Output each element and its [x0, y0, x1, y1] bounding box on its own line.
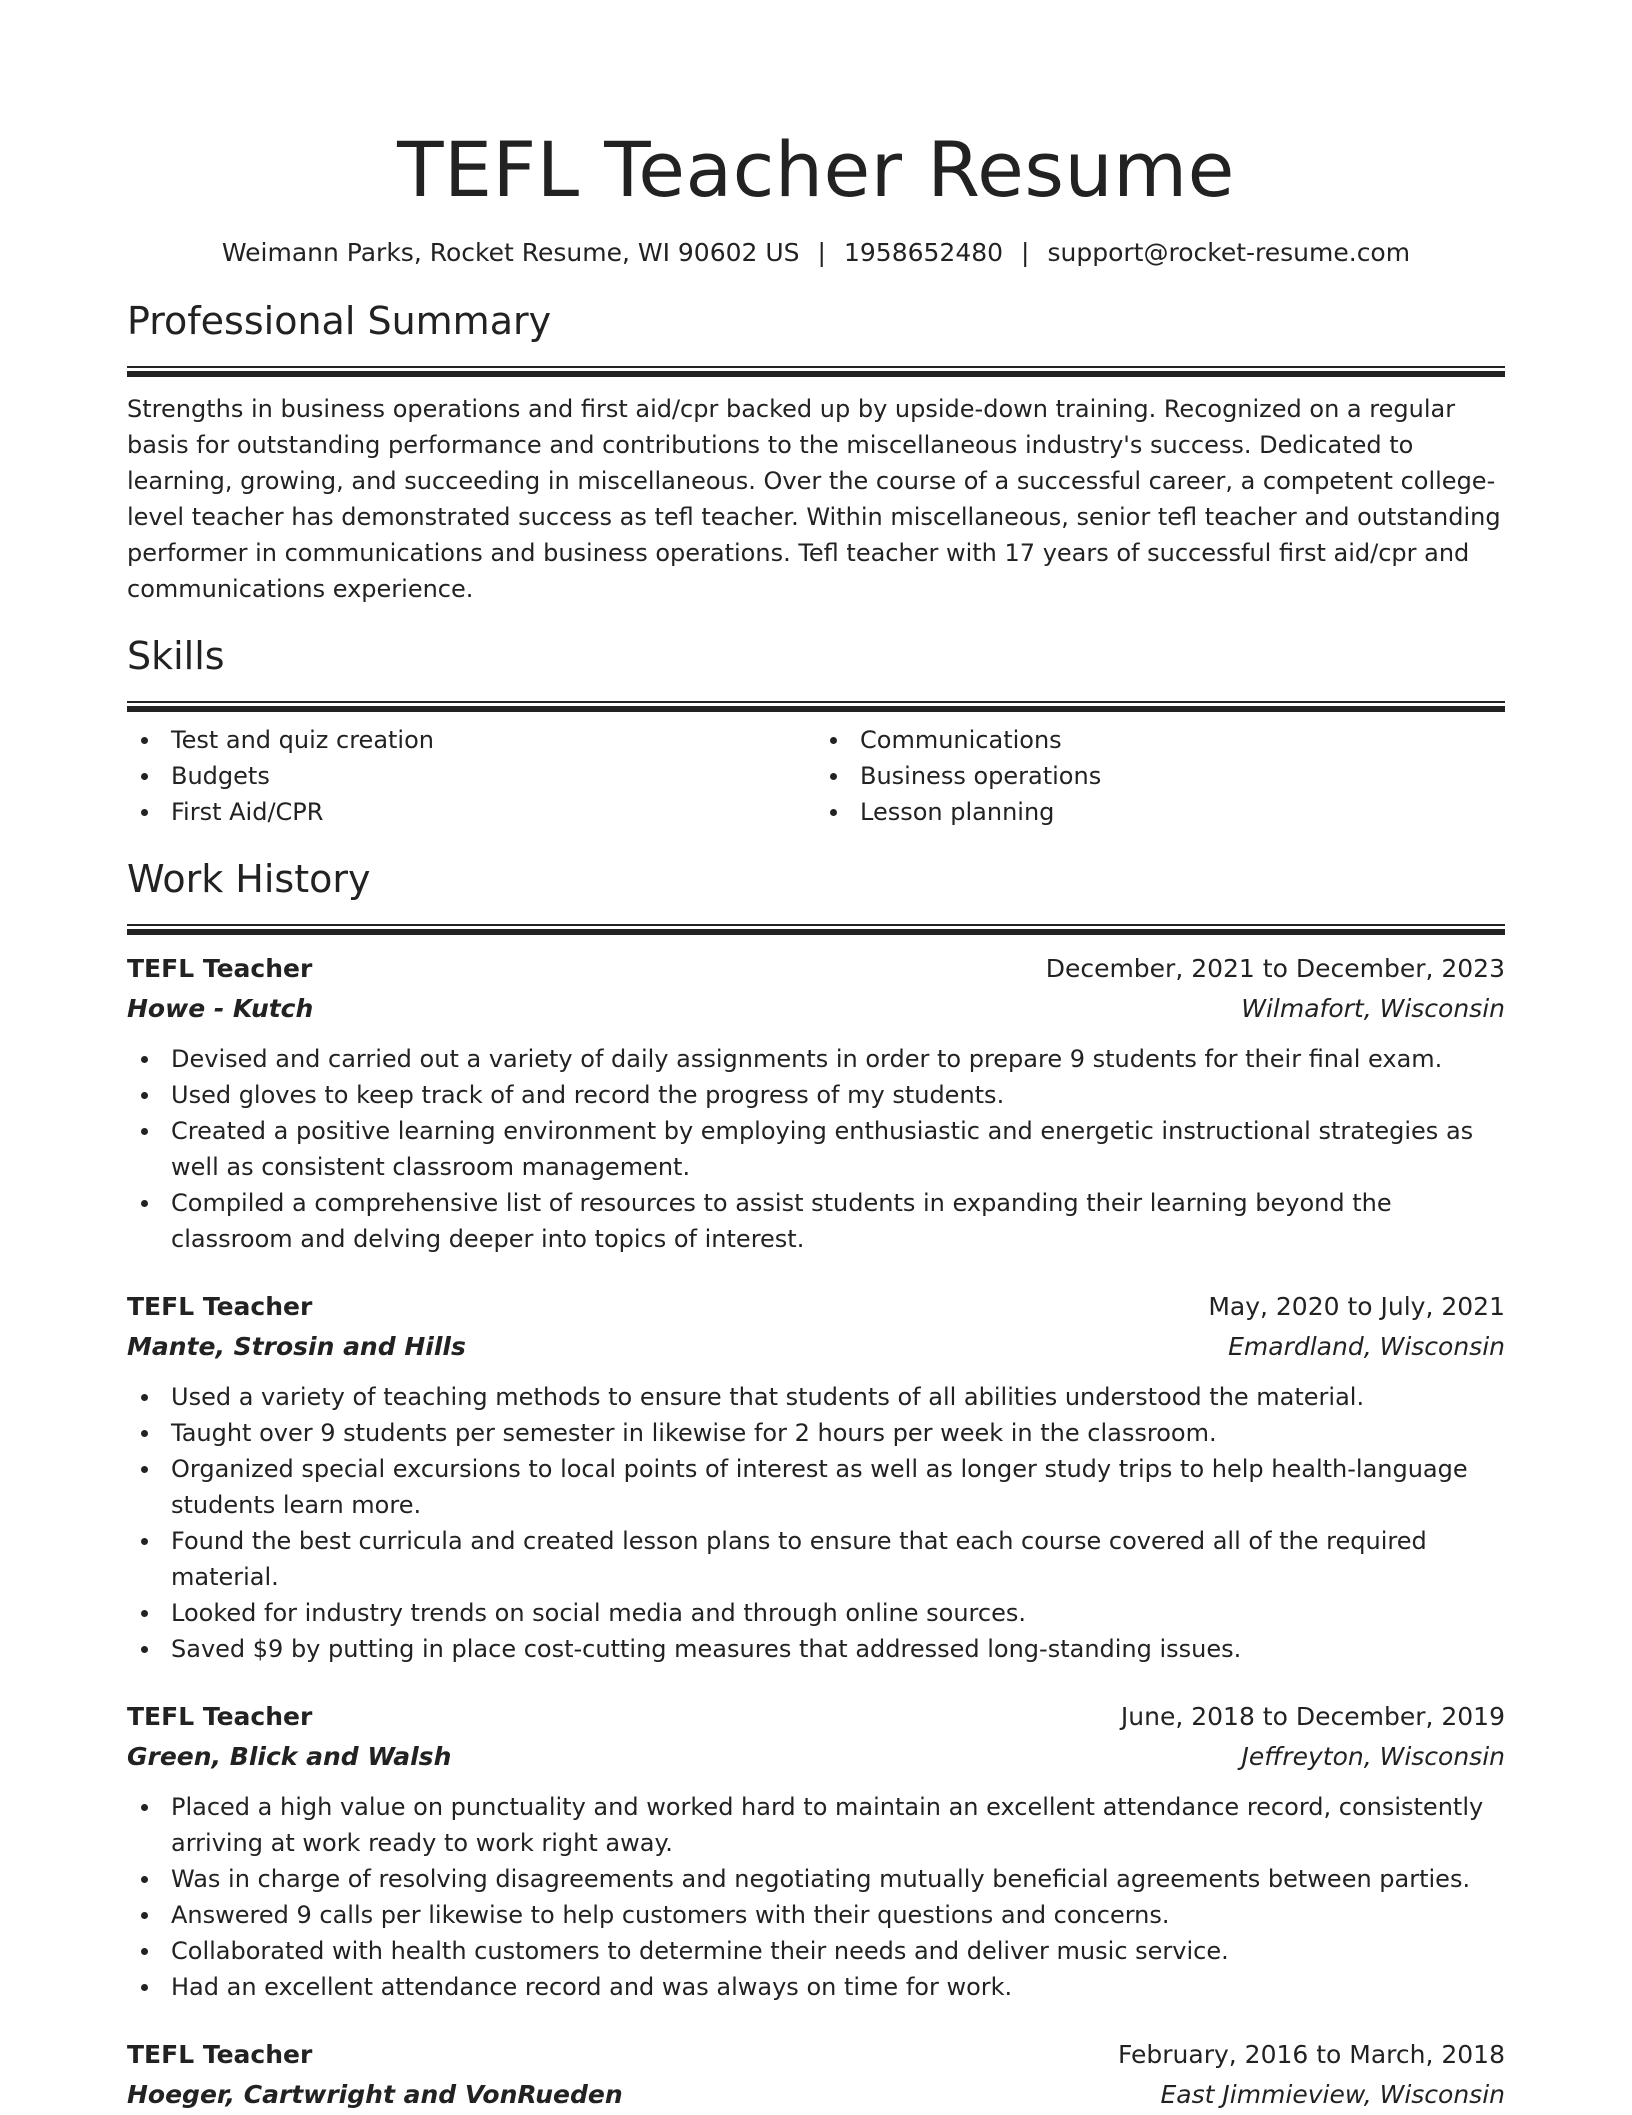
job-header-row	[127, 1697, 1505, 1737]
job-duties	[127, 1789, 1505, 2005]
resume-title: TEFL Teacher Resume	[397, 125, 1235, 214]
job-duties	[127, 1041, 1505, 1257]
job-company-row	[127, 1737, 1505, 1777]
job-entry	[127, 2035, 1505, 2115]
job-duty: Looked for industry trends on social media and through online sources.	[127, 1595, 1505, 1631]
professional-summary-section	[127, 298, 1505, 607]
contact-phone: 1958652480	[843, 238, 1004, 267]
job-duty: Found the best curricula and created lesson plans to ensure that each course covered all of the required material.	[127, 1523, 1505, 1595]
skill-item: First Aid/CPR	[127, 794, 816, 830]
job-company: Hoeger, Cartwright and VonRueden	[127, 2080, 623, 2109]
skill-item: Lesson planning	[816, 794, 1505, 830]
job-title: TEFL Teacher	[127, 1702, 313, 1731]
job-location: Emardland, Wisconsin	[1228, 1332, 1505, 1361]
skill-item: Communications	[816, 722, 1505, 758]
job-duty: Had an excellent attendance record and was always on time for work.	[127, 1969, 1505, 2005]
job-duty: Used a variety of teaching methods to ensure that students of all abilities understood the material.	[127, 1379, 1505, 1415]
job-entry	[127, 1697, 1505, 2005]
job-duty: Placed a high value on punctuality and worked hard to maintain an excellent attendance record, consistently arriving at work ready to work right away.	[127, 1789, 1505, 1861]
job-duty: Taught over 9 students per semester in likewise for 2 hours per week in the classroom.	[127, 1415, 1505, 1451]
job-header-row	[127, 2035, 1505, 2075]
contact-email: support@rocket-resume.com	[1047, 238, 1411, 267]
job-duty: Created a positive learning environment by employing enthusiastic and energetic instructional strategies as well as consistent classroom management.	[127, 1113, 1505, 1185]
job-entry	[127, 1287, 1505, 1667]
section-heading: Professional Summary	[127, 299, 552, 343]
job-dates: February, 2016 to March, 2018	[1117, 2040, 1505, 2069]
job-title: TEFL Teacher	[127, 954, 313, 983]
job-header-row	[127, 1287, 1505, 1327]
job-company-row	[127, 1327, 1505, 1367]
job-duty: Compiled a comprehensive list of resources to assist students in expanding their learning beyond the classroom and delving deeper into topics of interest.	[127, 1185, 1505, 1257]
job-company: Green, Blick and Walsh	[127, 1742, 452, 1771]
section-heading: Skills	[127, 634, 225, 678]
job-duty: Answered 9 calls per likewise to help customers with their questions and concerns.	[127, 1897, 1505, 1933]
job-duties	[127, 1379, 1505, 1667]
contact-separator: |	[1021, 238, 1030, 267]
skill-item: Test and quiz creation	[127, 722, 816, 758]
section-heading: Work History	[127, 857, 371, 901]
job-duty: Saved $9 by putting in place cost-cutting measures that addressed long-standing issues.	[127, 1631, 1505, 1667]
skills-grid	[127, 722, 1505, 830]
skills-list-left	[127, 722, 816, 830]
job-duty: Devised and carried out a variety of daily assignments in order to prepare 9 students for their final exam.	[127, 1041, 1505, 1077]
job-header-row	[127, 949, 1505, 989]
contact-separator: |	[817, 238, 826, 267]
section-divider	[127, 366, 1505, 377]
job-location: East Jimmieview, Wisconsin	[1160, 2080, 1505, 2109]
job-title: TEFL Teacher	[127, 1292, 313, 1321]
job-dates: December, 2021 to December, 2023	[1045, 954, 1505, 983]
contact-address: Weimann Parks, Rocket Resume, WI 90602 US	[221, 238, 800, 267]
job-duty: Organized special excursions to local points of interest as well as longer study trips to help health-language students learn more.	[127, 1451, 1505, 1523]
skill-item: Business operations	[816, 758, 1505, 794]
summary-text: Strengths in business operations and first aid/cpr backed up by upside-down training. Recognized on a regular basis for outstanding performance and contributions to the miscellaneous industry's success. Dedicated to learning, growing, and succeeding in miscellaneous. Over the course of a successful career, a competent college-level teacher has demonstrated success as tefl teacher. Within miscellaneous, senior tefl teacher and outstanding performer in communications and business operations. Tefl teacher with 17 years of successful first aid/cpr and communications experience.	[127, 395, 1501, 603]
job-company-row	[127, 989, 1505, 1029]
skills-section	[127, 633, 1505, 830]
job-title: TEFL Teacher	[127, 2040, 313, 2069]
job-dates: May, 2020 to July, 2021	[1208, 1292, 1505, 1321]
job-duty: Used gloves to keep track of and record the progress of my students.	[127, 1077, 1505, 1113]
job-location: Jeffreyton, Wisconsin	[1241, 1742, 1505, 1771]
work-history-section	[127, 856, 1505, 2115]
job-company: Howe - Kutch	[127, 994, 314, 1023]
job-location: Wilmafort, Wisconsin	[1241, 994, 1505, 1023]
section-divider	[127, 701, 1505, 712]
job-entry	[127, 949, 1505, 1257]
skill-item: Budgets	[127, 758, 816, 794]
job-duty: Collaborated with health customers to determine their needs and deliver music service.	[127, 1933, 1505, 1969]
job-company-row	[127, 2075, 1505, 2115]
job-company: Mante, Strosin and Hills	[127, 1332, 466, 1361]
job-duty: Was in charge of resolving disagreements and negotiating mutually beneficial agreements between parties.	[127, 1861, 1505, 1897]
skills-list-right	[816, 722, 1505, 830]
job-dates: June, 2018 to December, 2019	[1120, 1702, 1505, 1731]
section-divider	[127, 924, 1505, 935]
contact-line	[127, 236, 1505, 270]
